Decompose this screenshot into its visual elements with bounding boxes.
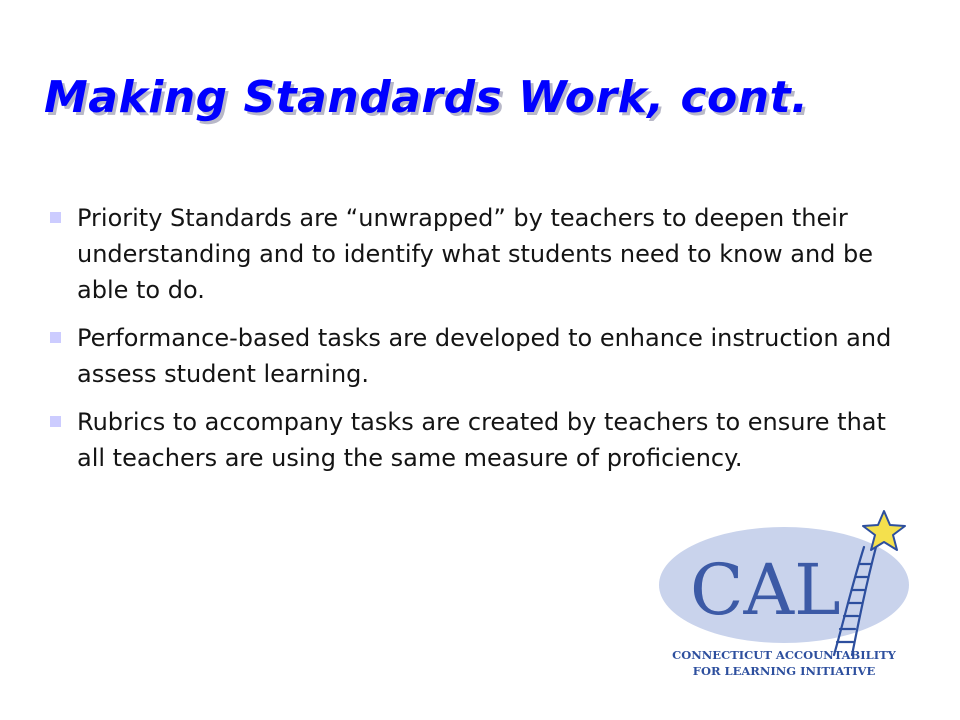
- logo-wordmark: CAL: [690, 549, 841, 631]
- logo-tagline-line1: CONNECTICUT ACCOUNTABILITY: [672, 648, 896, 662]
- bullet-item: [50, 200, 910, 308]
- slide-title: Making Standards Work, cont.: [44, 72, 809, 123]
- bullet-item: [50, 320, 910, 392]
- cali-logo: [656, 505, 926, 705]
- square-bullet-icon: [50, 416, 61, 427]
- square-bullet-icon: [50, 332, 61, 343]
- bullet-list: [50, 200, 910, 488]
- bullet-text: Priority Standards are “unwrapped” by teachers to deepen their understanding and to identify what students need to know and be able to do.: [77, 204, 874, 304]
- square-bullet-icon: [50, 212, 61, 223]
- logo-tagline-line2: FOR LEARNING INITIATIVE: [692, 664, 876, 678]
- bullet-text: Performance-based tasks are developed to enhance instruction and assess student learning.: [77, 324, 892, 388]
- bullet-item: [50, 404, 910, 476]
- bullet-text: Rubrics to accompany tasks are created by teachers to ensure that all teachers are using the same measure of proficiency.: [77, 408, 886, 472]
